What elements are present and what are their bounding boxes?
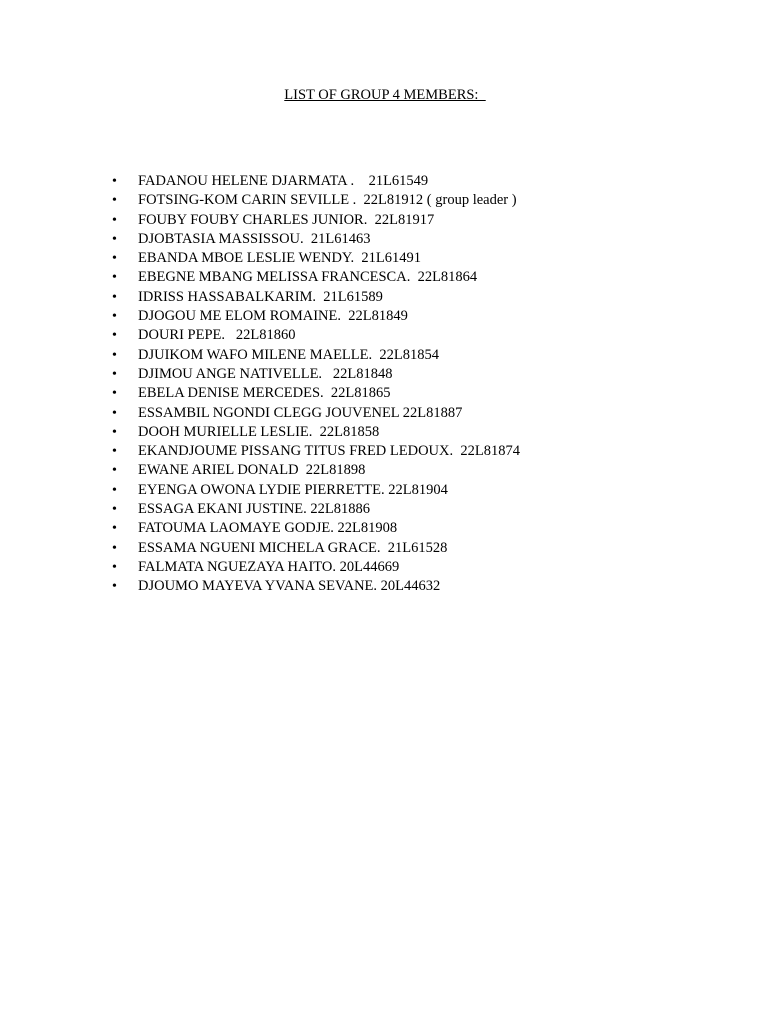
bullet-icon: •: [112, 231, 117, 247]
bullet-icon: •: [112, 251, 117, 267]
bullet-icon: •: [112, 174, 117, 189]
bullet-icon: •: [112, 540, 117, 556]
member-entry: DJOUMO MAYEVA YVANA SEVANE. 20L44632: [138, 578, 441, 595]
bullet-icon: •: [112, 386, 117, 402]
member-entry: FALMATA NGUEZAYA HAITO. 20L44669: [138, 558, 400, 575]
member-entry: FOUBY FOUBY CHARLES JUNIOR. 22L81917: [138, 211, 435, 228]
bullet-icon: •: [112, 212, 117, 228]
bullet-icon: •: [112, 482, 117, 498]
member-entry: DOURI PEPE. 22L81860: [138, 327, 296, 344]
bullet-icon: •: [112, 309, 117, 325]
bullet-icon: •: [112, 270, 117, 286]
member-entry: EBELA DENISE MERCEDES. 22L81865: [138, 385, 391, 402]
member-entry: DJIMOU ANGE NATIVELLE. 22L81848: [138, 365, 393, 382]
bullet-icon: •: [112, 347, 117, 363]
member-entry: EWANE ARIEL DONALD 22L81898: [138, 462, 366, 479]
member-entry: ESSAMA NGUENI MICHELA GRACE. 21L61528: [138, 539, 448, 556]
member-entry: FOTSING-KOM CARIN SEVILLE . 22L81912 ( group leader ): [138, 192, 517, 209]
page-title: LIST OF GROUP 4 MEMBERS:: [284, 87, 486, 103]
member-entry: DOOH MURIELLE LESLIE. 22L81858: [138, 423, 380, 440]
bullet-icon: •: [112, 424, 117, 440]
bullet-icon: •: [112, 559, 117, 575]
member-entry: DJOBTASIA MASSISSOU. 21L61463: [138, 230, 371, 247]
member-entry: ESSAGA EKANI JUSTINE. 22L81886: [138, 501, 370, 518]
bullet-icon: •: [112, 463, 117, 479]
bullet-icon: •: [112, 366, 117, 382]
member-entry: FADANOU HELENE DJARMATA . 21L61549: [138, 173, 429, 189]
bullet-icon: •: [112, 579, 117, 595]
member-entry: FATOUMA LAOMAYE GODJE. 22L81908: [138, 520, 398, 537]
member-entry: DJUIKOM WAFO MILENE MAELLE. 22L81854: [138, 346, 439, 363]
bullet-icon: •: [112, 328, 117, 344]
member-entry: IDRISS HASSABALKARIM. 21L61589: [138, 288, 383, 305]
member-entry: EYENGA OWONA LYDIE PIERRETTE. 22L81904: [138, 481, 448, 498]
bullet-icon: •: [112, 405, 117, 421]
member-entry: EKANDJOUME PISSANG TITUS FRED LEDOUX. 22L81874: [138, 443, 520, 460]
bullet-icon: •: [112, 289, 117, 305]
bullet-icon: •: [112, 521, 117, 537]
bullet-icon: •: [112, 502, 117, 518]
member-entry: ESSAMBIL NGONDI CLEGG JOUVENEL 22L81887: [138, 404, 463, 421]
member-entry: DJOGOU ME ELOM ROMAINE. 22L81849: [138, 308, 408, 325]
bullet-icon: •: [112, 193, 117, 209]
bullet-icon: •: [112, 444, 117, 460]
member-entry: EBANDA MBOE LESLIE WENDY. 21L61491: [138, 250, 422, 267]
member-entry: EBEGNE MBANG MELISSA FRANCESCA. 22L81864: [138, 269, 478, 286]
